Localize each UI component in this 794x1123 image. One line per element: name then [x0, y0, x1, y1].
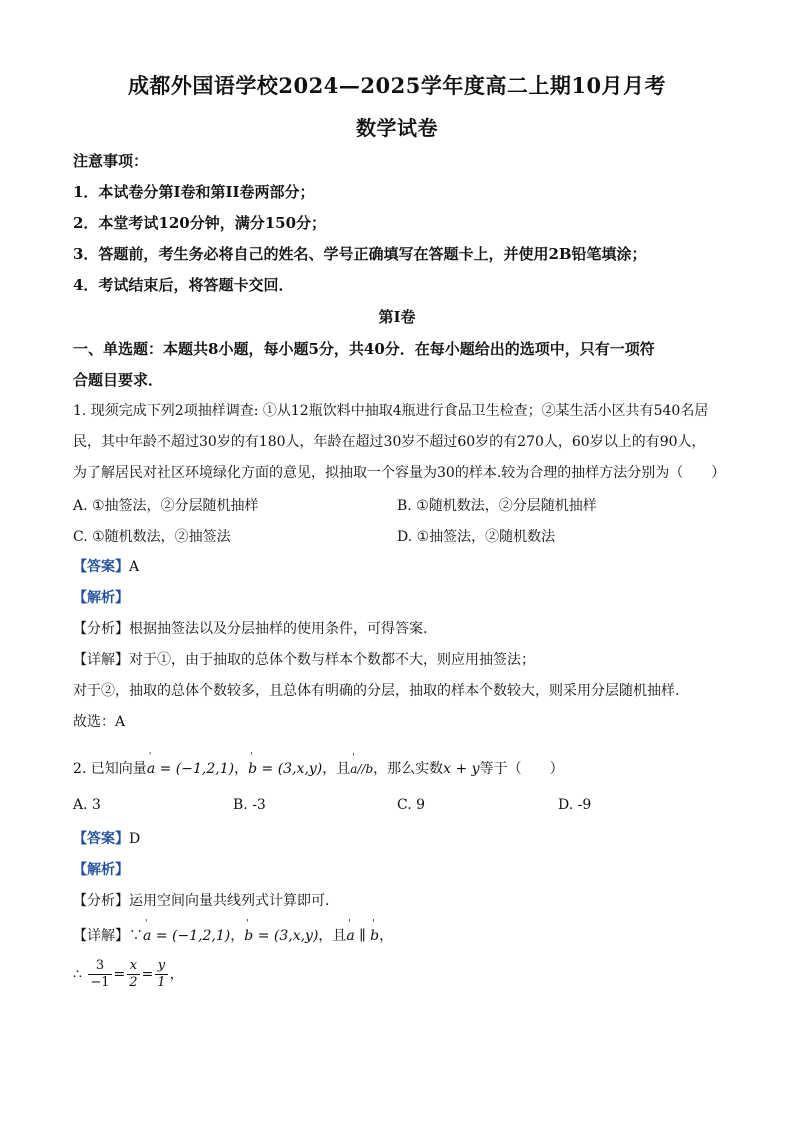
q1-option-d: D. ①抽签法，②随机数法	[397, 529, 556, 545]
section-instruction-1: 一、单选题：本题共8小题，每小题5分，共40分．在每小题给出的选项中，只有一项符	[73, 340, 655, 358]
therefore-symbol: ∴	[73, 966, 82, 983]
parallel-condition: ' a//b	[350, 762, 373, 776]
notice-item-1: 1．本试卷分第I卷和第II卷两部分；	[73, 183, 315, 201]
q2-xiangjie	[73, 925, 721, 945]
detail-mid: ，且	[318, 928, 347, 944]
parallel-a: ' a	[346, 928, 354, 944]
q1-option-b: B. ①随机数法，②分层随机抽样	[397, 498, 597, 514]
q1-choose: 故选：A	[73, 714, 126, 730]
because-symbol: ∵	[129, 928, 143, 944]
fenxi-tag: 【分析】	[73, 621, 129, 637]
answer-tag: 【答案】	[73, 831, 129, 847]
equals-2: =	[141, 966, 154, 983]
exam-title: 成都外国语学校2024—2025学年度高二上期10月月考	[127, 73, 667, 98]
q1-text-line-3: 为了解居民对社区环境绿化方面的意见，拟抽取一个容量为30的样本.较为合理的抽样方法分别为（ ）	[73, 465, 726, 481]
notice-item-3: 3．答题前，考生务必将自己的姓名、学号正确填写在答题卡上，并使用2B铅笔填涂；	[73, 245, 647, 263]
q1-xiangjie-1	[73, 649, 721, 669]
fenxi-text: 根据抽签法以及分层抽样的使用条件，可得答案.	[129, 621, 428, 637]
fraction-2-den: 2	[129, 975, 138, 990]
equals-1: =	[113, 966, 126, 983]
q1-option-a: A. ①抽签法，②分层随机抽样	[73, 498, 259, 514]
q1-xiangjie-2: 对于②，抽取的总体个数较多，且总体有明确的分层，抽取的样本个数较大，则采用分层随机抽样.	[73, 683, 680, 699]
vector-a: ' a	[143, 928, 151, 944]
fraction-2	[127, 958, 139, 991]
q2-option-a: A. 3	[73, 797, 101, 813]
parallel-symbol: ∥	[354, 928, 371, 944]
q2-prefix: 2. 已知向量	[73, 761, 147, 777]
analysis-tag: 【解析】	[73, 590, 129, 606]
q2-suffix: ，那么实数	[373, 761, 444, 777]
detail-comma: ，	[230, 928, 245, 944]
analysis-tag: 【解析】	[73, 862, 129, 878]
q2-option-c: C. 9	[397, 797, 426, 813]
q1-text-line-2: 民，其中年龄不超过30岁的有180人，年龄在超过30岁不超过60岁的有270人，60岁以上的有90人，	[73, 434, 706, 450]
answer-value: D	[129, 831, 141, 847]
vector-a: ' a	[147, 761, 155, 777]
parallel-b: ' b	[370, 928, 379, 944]
vector-a-value: = (−1,2,1)	[155, 761, 235, 777]
section-instruction-2: 合题目要求．	[73, 371, 164, 389]
notice-heading: 注意事项：	[73, 152, 149, 170]
xiangjie-text-1: 对于①，由于抽取的总体个数与样本个数都不大，则应用抽签法；	[129, 652, 535, 668]
x-plus-y: x + y	[443, 761, 480, 777]
xiangjie-tag: 【详解】	[73, 928, 129, 944]
fraction-3-den: 1	[157, 975, 166, 990]
fraction-3-num: y	[155, 958, 167, 975]
vector-b-value: = (3,x,y)	[253, 928, 319, 944]
answer-tag: 【答案】	[73, 559, 129, 575]
fraction-1-den: −1	[90, 975, 110, 990]
section-label: 第I卷	[378, 308, 416, 326]
q2-answer	[73, 828, 721, 848]
fenxi-tag: 【分析】	[73, 893, 129, 909]
fraction-3	[155, 958, 167, 991]
q2-proportion	[73, 958, 721, 991]
detail-end: ，	[379, 928, 394, 944]
q2-mid: ，且	[322, 761, 351, 777]
fenxi-text: 运用空间向量共线列式计算即可.	[129, 893, 330, 909]
q1-answer	[73, 556, 721, 576]
q1-text-line-1: 1. 现须完成下列2项抽样调查: ①从12瓶饮料中抽取4瓶进行食品卫生检查；②某生活小区共有540名居	[73, 403, 709, 419]
fraction-1	[88, 958, 111, 991]
answer-value: A	[129, 559, 140, 575]
fraction-1-num: 3	[88, 958, 111, 975]
vector-b: ' b	[244, 928, 253, 944]
q2-option-b: B. -3	[233, 797, 266, 813]
xiangjie-tag: 【详解】	[73, 652, 129, 668]
notice-item-2: 2．本堂考试120分钟，满分150分；	[73, 214, 327, 232]
q1-option-c: C. ①随机数法，②抽签法	[73, 529, 231, 545]
exam-subtitle: 数学试卷	[356, 116, 438, 140]
q2-analysis	[73, 859, 721, 879]
q1-analysis	[73, 587, 721, 607]
q1-fenxi	[73, 618, 721, 638]
q2-text	[73, 758, 721, 778]
vector-b: ' b	[248, 761, 257, 777]
vector-b-value: = (3,x,y)	[257, 761, 323, 777]
fraction-2-num: x	[127, 958, 139, 975]
vector-a-value: = (−1,2,1)	[151, 928, 231, 944]
q2-comma: ，	[234, 761, 249, 777]
proportion-tail: ，	[169, 966, 184, 983]
q2-option-d: D. -9	[558, 797, 592, 813]
q2-end: 等于（ ）	[479, 761, 564, 777]
q2-fenxi	[73, 890, 721, 910]
notice-item-4: 4．考试结束后，将答题卡交回．	[73, 276, 294, 294]
